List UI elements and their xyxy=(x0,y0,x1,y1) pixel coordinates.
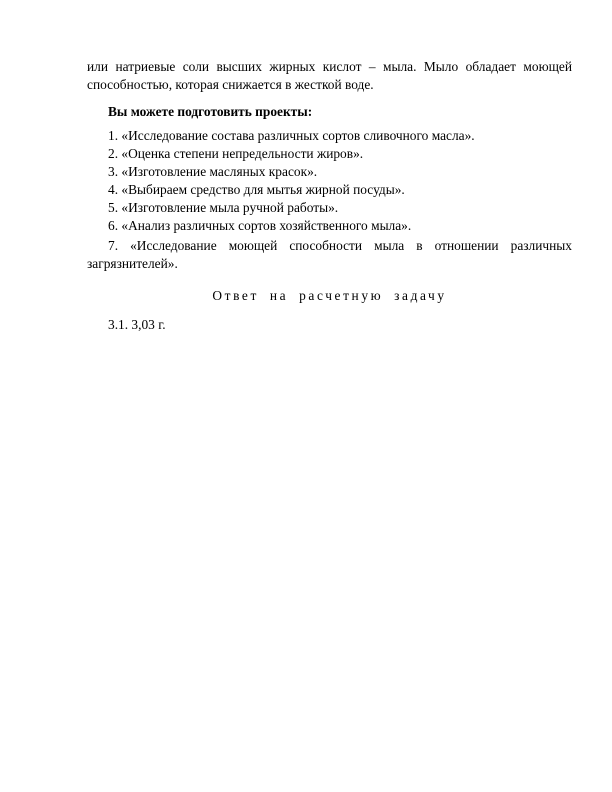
project-item-5: 5. «Изготовление мыла ручной работы». xyxy=(108,200,339,215)
answer-text: 3.1. 3,03 г. xyxy=(108,317,166,332)
intro-paragraph xyxy=(87,58,572,94)
intro-line-1: или натриевые соли высших жирных кислот – мыла. Мыло обладает моющей xyxy=(87,59,572,74)
project-item-4: 4. «Выбираем средство для мытья жирной посуды». xyxy=(108,182,405,197)
projects-heading: Вы можете подготовить проекты: xyxy=(108,104,313,119)
project-item-7-line-1: 7. «Исследование моющей способности мыла в отношении различных xyxy=(108,238,572,253)
project-item-6: 6. «Анализ различных сортов хозяйственного мыла». xyxy=(108,218,412,233)
project-item-1: 1. «Исследование состава различных сортов сливочного масла». xyxy=(108,128,475,143)
project-item-7 xyxy=(87,237,572,273)
project-item-2: 2. «Оценка степени непредельности жиров». xyxy=(108,146,364,161)
answer-section-title: Ответ на расчетную задачу xyxy=(212,288,447,303)
project-item-7-line-2: загрязнителей». xyxy=(87,256,178,271)
intro-line-2: способностью, которая снижается в жесткой воде. xyxy=(87,77,374,92)
project-item-3: 3. «Изготовление масляных красок». xyxy=(108,164,318,179)
